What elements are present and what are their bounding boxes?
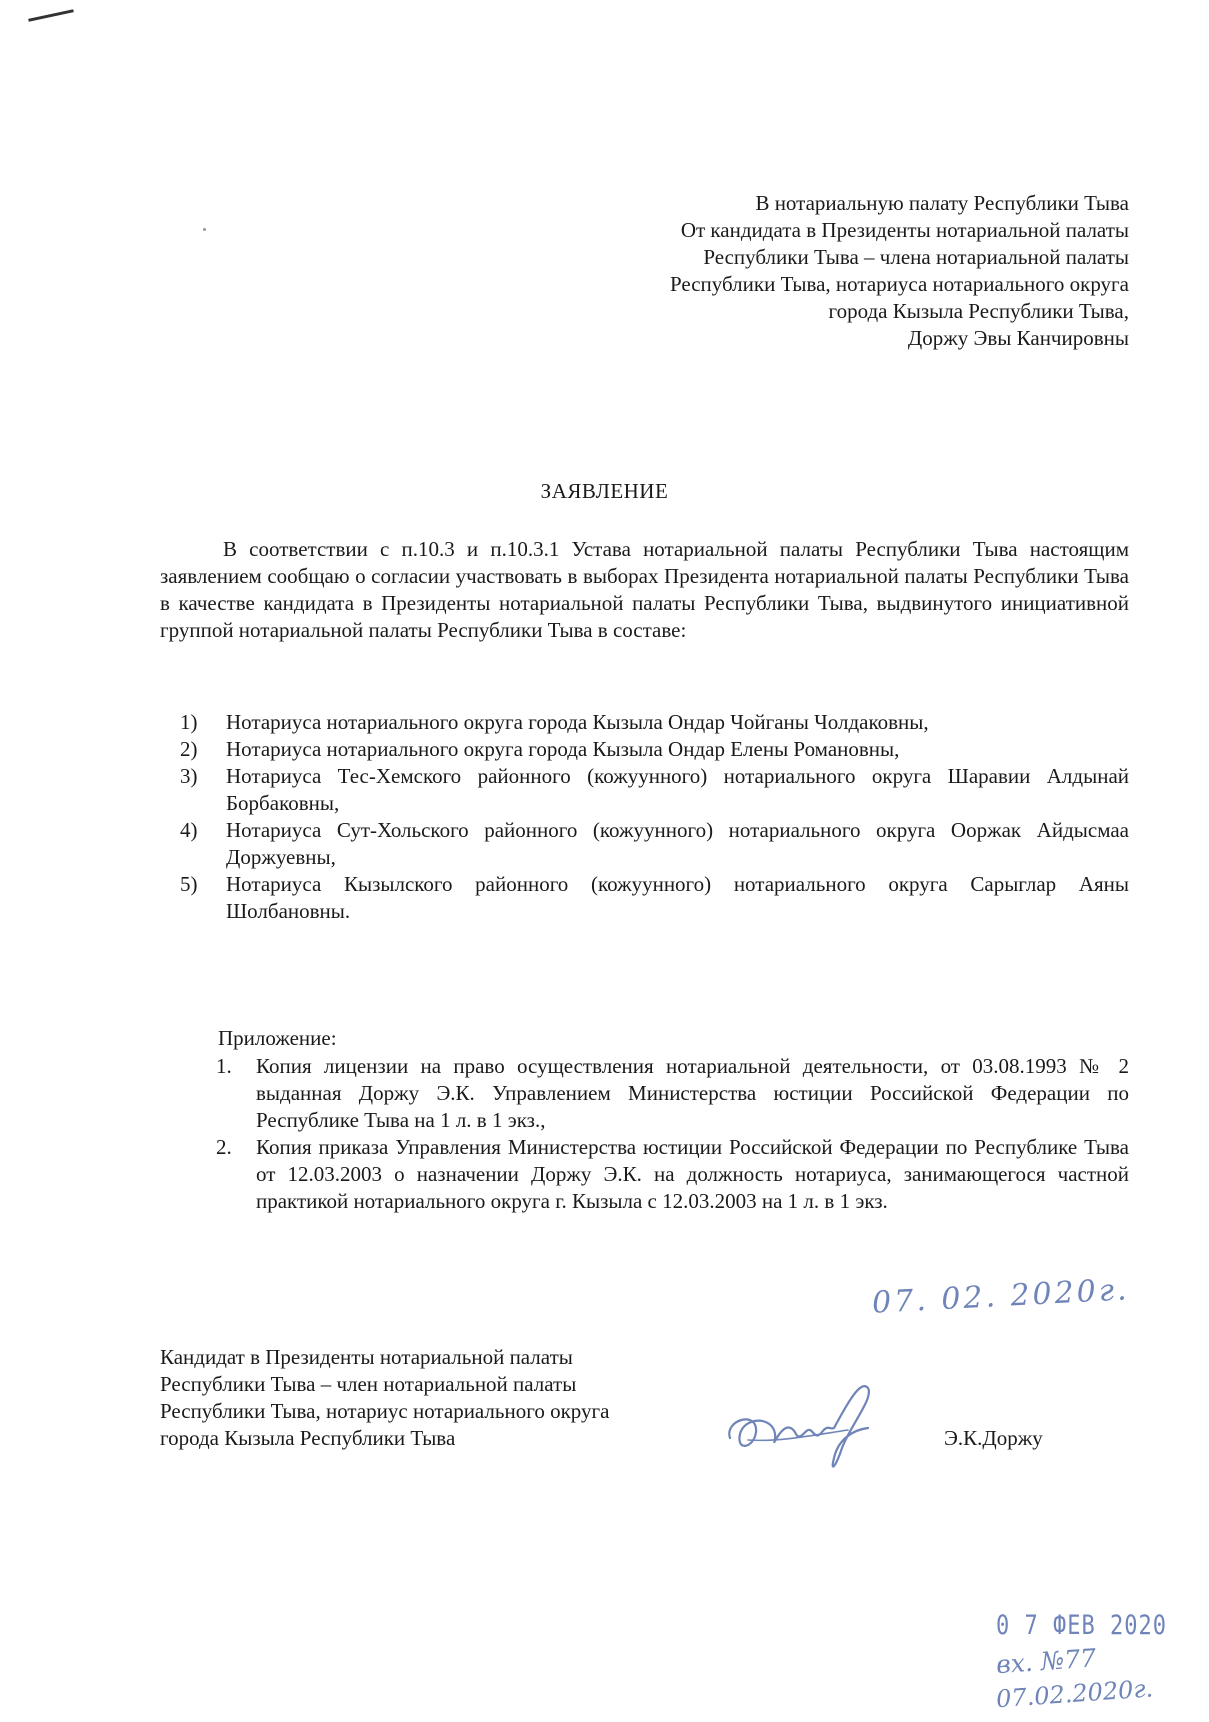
intro-text: В соответствии с п.10.3 и п.10.3.1 Устава нотариальной палаты Республики Тыва настоящим заявлением сообщаю о согласии участвовать в выборах Президента нотариальной палаты Республики Тыва в качестве кандидата в Президенты нотариальной палаты Республики Тыва, выдвинутого инициативной группой нотариальной палаты Республики Тыва в составе: <box>160 537 1129 642</box>
addressee-line: Республики Тыва – члена нотариальной палаты <box>703 245 1129 269</box>
appendix-label: Приложение: <box>218 1026 337 1050</box>
addressee-line: Республики Тыва, нотариуса нотариального округа <box>669 272 1129 296</box>
list-number: 4) <box>180 818 198 842</box>
list-item <box>180 817 1129 871</box>
list-item <box>216 1134 1129 1215</box>
document-title: ЗАЯВЛЕНИЕ <box>540 479 669 503</box>
list-item <box>180 709 1129 736</box>
list-item <box>180 736 1129 763</box>
list-item <box>180 871 1129 925</box>
addressee-line: От кандидата в Президенты нотариальной палаты <box>680 218 1129 242</box>
nominators-list <box>180 709 1129 925</box>
registration-stamp <box>995 1610 1176 1714</box>
scan-speck <box>203 228 206 231</box>
signer-block <box>160 1344 720 1452</box>
pen-mark <box>28 9 74 21</box>
signer-line: Кандидат в Президенты нотариальной палаты <box>160 1345 573 1369</box>
list-text: Нотариуса Тес-Хемского районного (кожуунного) нотариального округа Шаравии Алдынай Борбаковны, <box>226 764 1129 815</box>
intro-paragraph <box>160 536 1129 644</box>
addressee-line: Доржу Эвы Канчировны <box>907 326 1129 350</box>
signer-line: Республики Тыва – член нотариальной палаты <box>160 1372 577 1396</box>
list-number: 2. <box>216 1135 232 1159</box>
list-number: 2) <box>180 737 198 761</box>
list-number: 3) <box>180 764 198 788</box>
list-item <box>180 763 1129 817</box>
list-number: 1. <box>216 1054 232 1078</box>
stamp-handwritten-date: 07.02.2020г. <box>995 1674 1154 1714</box>
list-text: Копия приказа Управления Министерства юстиции Российской Федерации по Республике Тыва от 12.03.2003 о назначении Доржу Э.К. на должность нотариуса, занимающегося частной практикой нотариального округа г. Кызыла с 12.03.2003 на 1 л. в 1 экз. <box>256 1135 1129 1213</box>
addressee-line: города Кызыла Республики Тыва, <box>828 299 1129 323</box>
list-item <box>216 1053 1129 1134</box>
list-text: Нотариуса нотариального округа города Кызыла Ондар Чойганы Чолдаковны, <box>226 710 929 734</box>
stamp-date: 0 7 ФЕВ 2020 <box>996 1611 1167 1642</box>
list-text: Нотариуса Кызылского районного (кожуунного) нотариального округа Сарыглар Аяны Шолбановны. <box>226 872 1129 923</box>
handwritten-signature <box>718 1370 888 1480</box>
addressee-block <box>489 190 1129 352</box>
list-number: 1) <box>180 710 198 734</box>
list-number: 5) <box>180 872 198 896</box>
list-text: Копия лицензии на право осуществления нотариальной деятельности, от 03.08.1993 № 2 выданная Доржу Э.К. Управлением Министерства юстиции Российской Федерации по Республике Тыва на 1 л. в 1 экз., <box>256 1054 1129 1132</box>
list-text: Нотариуса нотариального округа города Кызыла Ондар Елены Романовны, <box>226 737 900 761</box>
list-text: Нотариуса Сут-Хольского районного (кожуунного) нотариального округа Ооржак Айдысмаа Доржуевны, <box>226 818 1129 869</box>
addressee-line: В нотариальную палату Республики Тыва <box>755 191 1129 215</box>
signer-line: Республики Тыва, нотариус нотариального округа <box>160 1399 610 1423</box>
handwritten-date: 07. 02. 2020г. <box>871 1272 1131 1321</box>
incoming-number: вх. №77 <box>995 1643 1098 1680</box>
appendix-list <box>216 1053 1129 1215</box>
signer-line: города Кызыла Республики Тыва <box>160 1426 456 1450</box>
signer-name: Э.К.Доржу <box>944 1426 1043 1450</box>
